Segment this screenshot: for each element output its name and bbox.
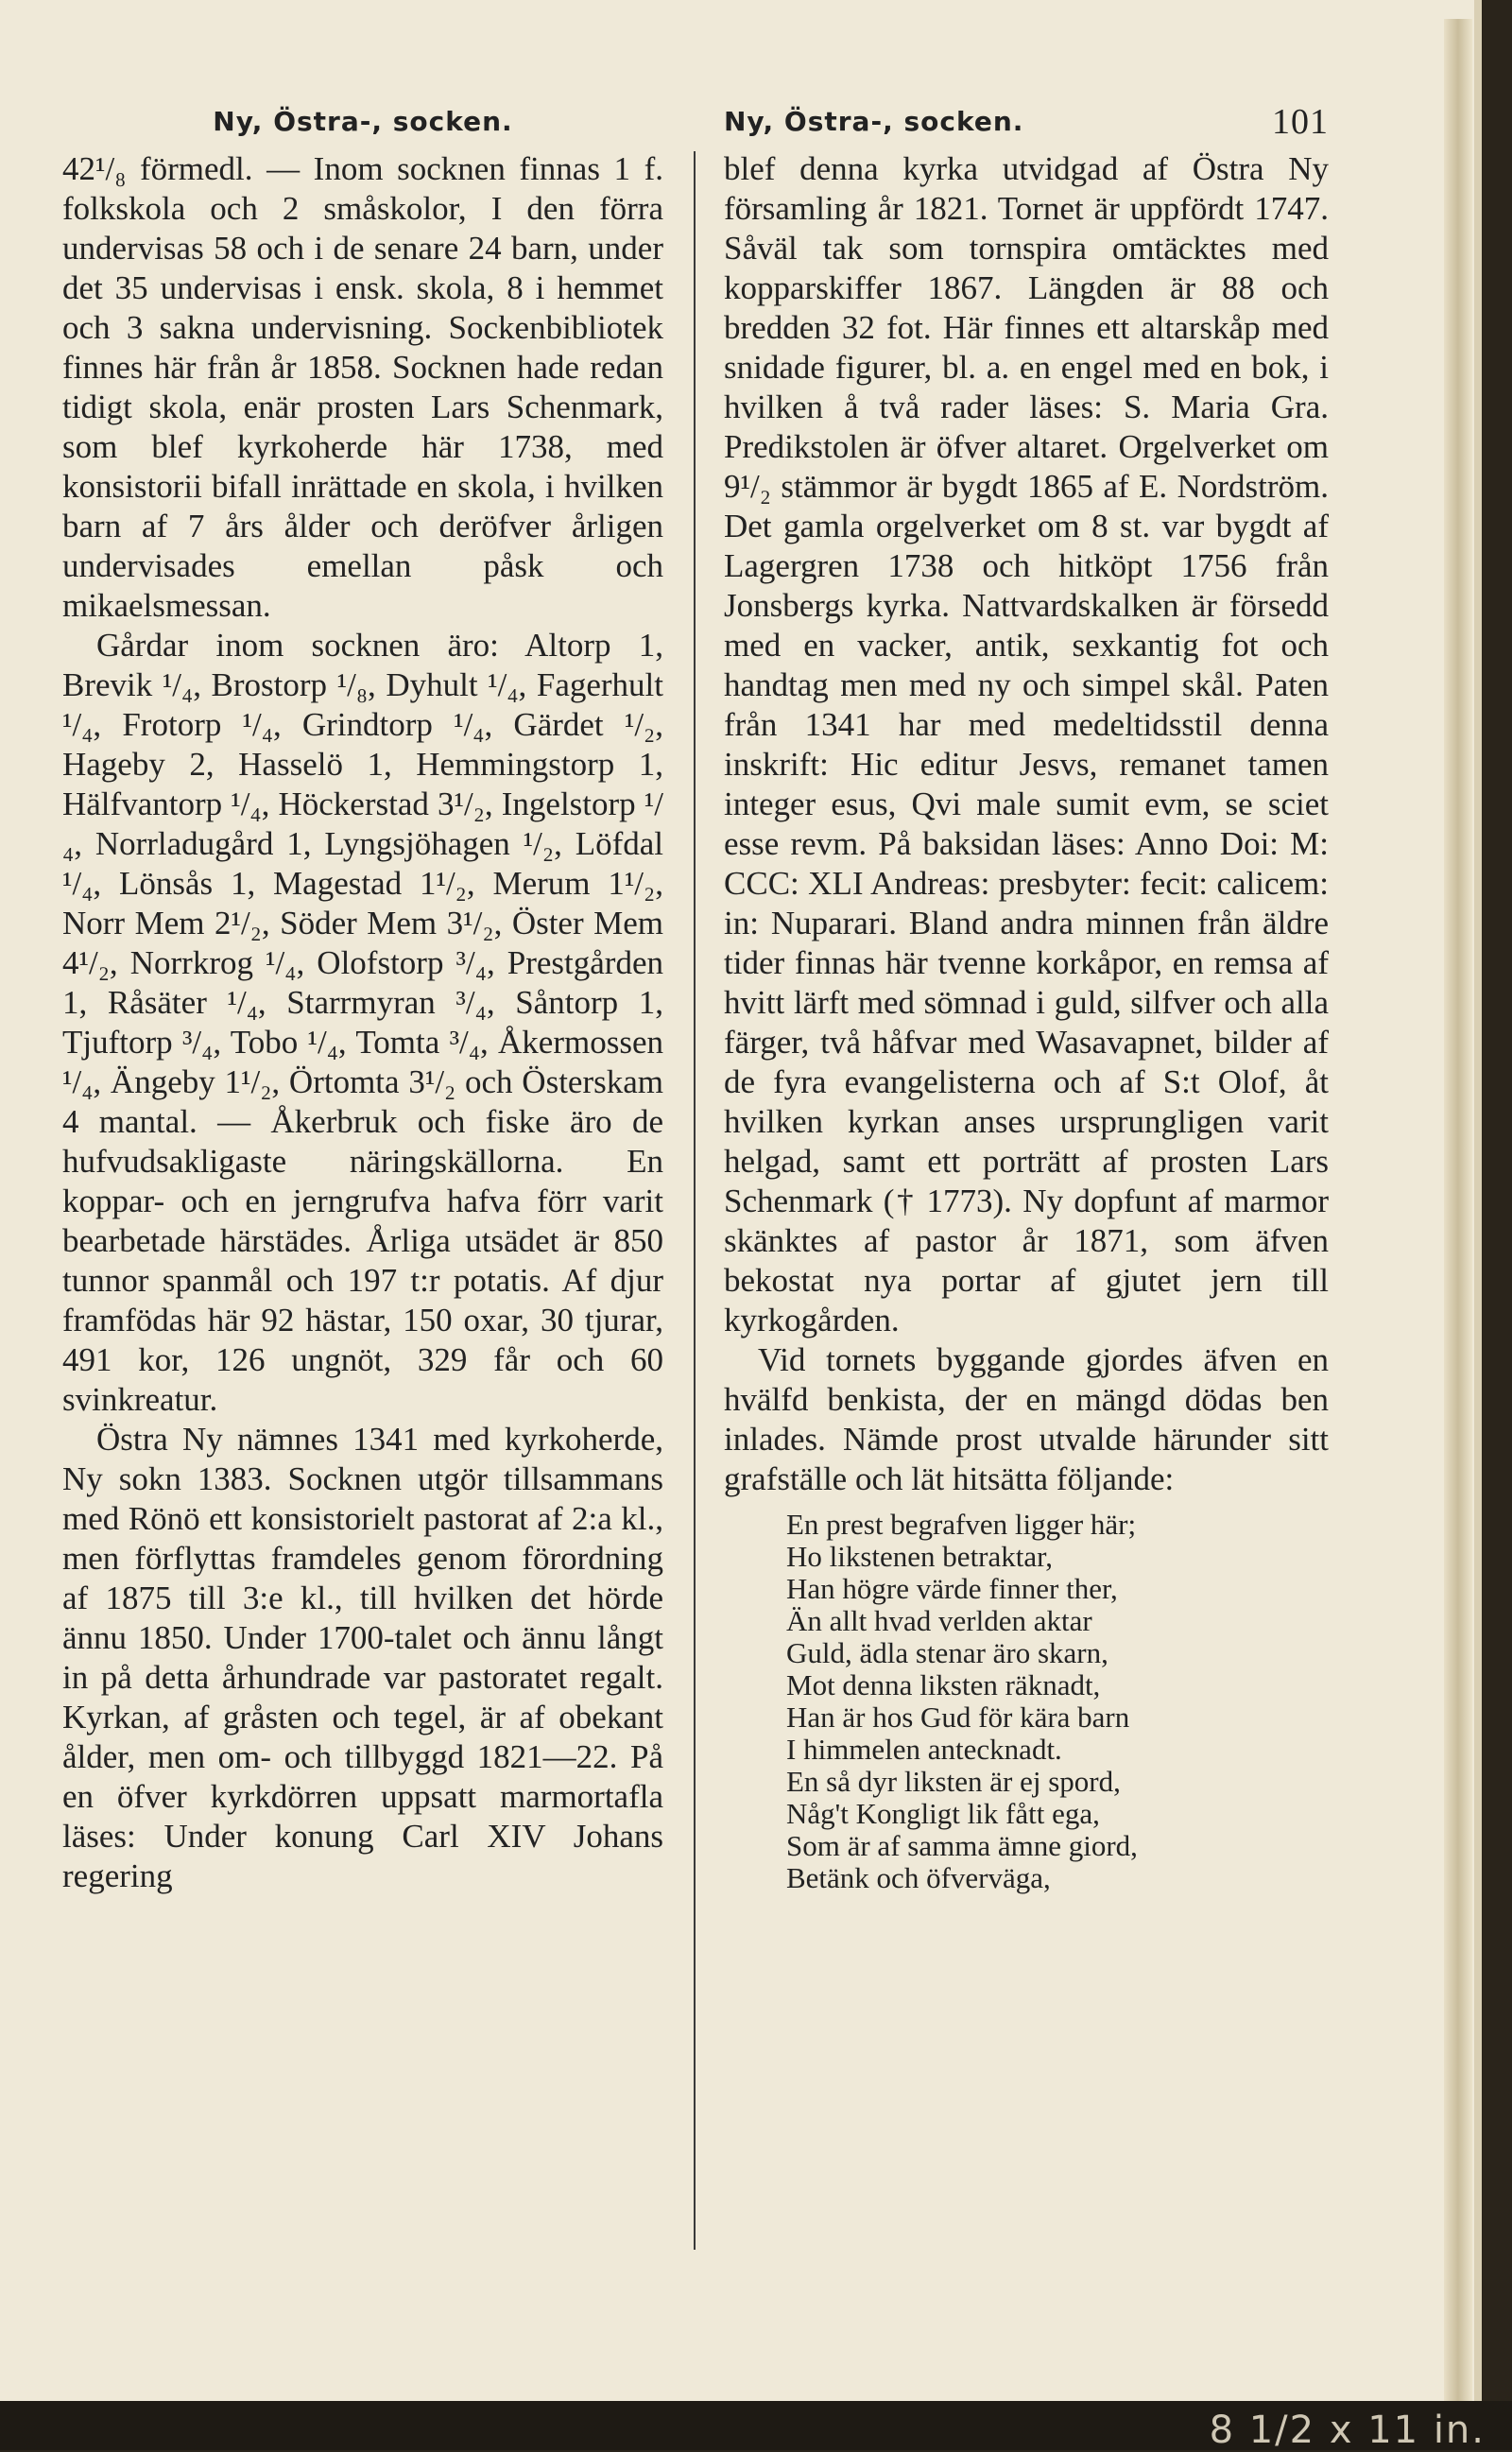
left-column	[62, 95, 663, 1896]
column-divider	[694, 151, 696, 2250]
running-header-left: Ny, Östra-, socken.	[213, 106, 513, 137]
poem-line: Guld, ädla stenar äro skarn,	[786, 1636, 1108, 1669]
poem-line: Han högre värde finner ther,	[786, 1572, 1118, 1605]
poem-line: Än allt hvad verlden aktar	[786, 1604, 1092, 1637]
epitaph-poem	[786, 1509, 1329, 1894]
paragraph: Vid tornets byggande gjordes äfven en hvälfd benkista, der en mängd dödas ben inlades. Nämde prost utvalde härunder sitt grafställe och lät hitsätta följande:	[724, 1341, 1329, 1497]
poem-line: Ho likstenen betraktar,	[786, 1540, 1053, 1573]
right-column-text	[724, 149, 1329, 1499]
right-column	[724, 95, 1329, 1894]
paragraph: Östra Ny nämnes 1341 med kyrkoherde, Ny sokn 1383. Socknen utgör tillsammans med Rönö ett konsistorielt pastorat af 2:a kl., men förflyttas framdeles genom förordning af 1875 till 3:e kl., till hvilken det hörde ännu 1850. Under 1700-talet och ännu långt in på detta århundrade var pastoratet regalt. Kyrkan, af gråsten och tegel, är af obekant ålder, men om- och tillbyggd 1821—22. På en öfver kyrkdörren uppsatt marmortafla läses: Under konung Carl XIV Johans regering	[62, 1421, 663, 1894]
running-header-title: Ny, Östra-, socken.	[724, 106, 1024, 137]
poem-line: Han är hos Gud för kära barn	[786, 1701, 1130, 1734]
paragraph: 42¹/₈ förmedl. — Inom socknen finnas 1 f. folkskola och 2 småskolor, I den förra undervisas 58 och i de senare 24 barn, under det 35 undervisas i ensk. skola, 8 i hemmet och 3 sakna undervisning. Sockenbibliotek finnes här från år 1858. Socknen hade redan tidigt skola, enär prosten Lars Schenmark, som blef kyrkoherde här 1738, med konsistorii bifall inrättade en skola, i hvilken barn af 7 års ålder och deröfver årligen undervisades emellan påsk och mikaelsmessan.	[62, 150, 663, 624]
poem-line: Mot denna liksten räknadt,	[786, 1668, 1101, 1701]
page-number: 101	[1272, 102, 1329, 142]
poem-line: En så dyr liksten är ej spord,	[786, 1765, 1121, 1798]
poem-line: En prest begrafven ligger här;	[786, 1508, 1137, 1541]
left-column-text	[62, 149, 663, 1896]
poem-line: Någ't Kongligt lik fått ega,	[786, 1797, 1100, 1830]
paragraph: Gårdar inom socknen äro: Altorp 1, Brevik ¹/₄, Brostorp ¹/₈, Dyhult ¹/₄, Fagerhult ¹/₄, Frotorp ¹/₄, Grindtorp ¹/₄, Gärdet ¹/₂, Hageby 2, Hasselö 1, Hemmingstorp 1, Hälfvantorp ¹/₄, Höckerstad 3¹/₂, Ingelstorp ¹/₄, Norrladugård 1, Lyngsjöhagen ¹/₂, Löfdal ¹/₄, Lönsås 1, Magestad 1¹/₂, Merum 1¹/₂, Norr Mem 2¹/₂, Söder Mem 3¹/₂, Öster Mem 4¹/₂, Norrkrog ¹/₄, Olofstorp ³/₄, Prestgården 1, Råsäter ¹/₄, Starrmyran ³/₄, Såntorp 1, Tjuftorp ³/₄, Tobo ¹/₄, Tomta ³/₄, Åkermossen ¹/₄, Ängeby 1¹/₂, Örtomta 3¹/₂ och Österskam 4 mantal. — Åkerbruk och fiske äro de hufvudsakligaste näringskällorna. En koppar- och en jerngrufva hafva förr varit bearbetade härstädes. Årliga utsädet är 850 tunnor spanmål och 197 t:r potatis. Af djur framfödas här 92 hästar, 150 oxar, 30 tjurar, 491 kor, 126 ungnöt, 329 får och 60 svinkreatur.	[62, 627, 663, 1418]
paragraph: blef denna kyrka utvidgad af Östra Ny församling år 1821. Tornet är uppfördt 1747. Såväl tak som tornspira omtäcktes med kopparskiffer 1867. Längden är 88 och bredden 32 fot. Här finnes ett altarskåp med snidade figurer, bl. a. en engel med en bok, i hvilken å två rader läses: S. Maria Gra. Predikstolen är öfver altaret. Orgelverket om 9¹/₂ stämmor är bygdt 1865 af E. Nordström. Det gamla orgelverket om 8 st. var bygdt af Lagergren 1738 och hitköpt 1756 från Jonsbergs kyrka. Nattvardskalken är försedd med en vacker, antik, sexkantig fot och handtag men med ny och simpel skål. Paten från 1341 har med medeltidsstil denna inskrift: Hic editur Jesvs, remanet tamen integer esus, Qvi male sumit evm, se sciet esse revm. På baksidan läses: Anno Doi: M: CCC: XLI Andreas: presbyter: fecit: calicem: in: Nuparari. Bland andra minnen från äldre tider finnas här tvenne korkåpor, en remsa af hvitt lärft med sömnad i guld, silfver och alla färger, två håfvar med Wasavapnet, bilder af de fyra evangelisterna och af S:t Olof, åt hvilken kyrkan anses ursprungligen varit helgad, samt ett porträtt af prosten Lars Schenmark († 1773). Ny dopfunt af marmor skänktes af pastor år 1871, som äfven bekostat nya portar af gjutet jern till kyrkogården.	[724, 150, 1329, 1338]
page-edge	[1444, 19, 1472, 2401]
poem-line: Som är af samma ämne giord,	[786, 1829, 1138, 1862]
running-header-right	[724, 95, 1329, 149]
poem-line: Betänk och öfverväga,	[786, 1861, 1051, 1894]
poem-line: I himmelen antecknadt.	[786, 1733, 1062, 1766]
scan-scale-label: 8 1/2 x 11 in.	[1209, 2409, 1486, 2452]
